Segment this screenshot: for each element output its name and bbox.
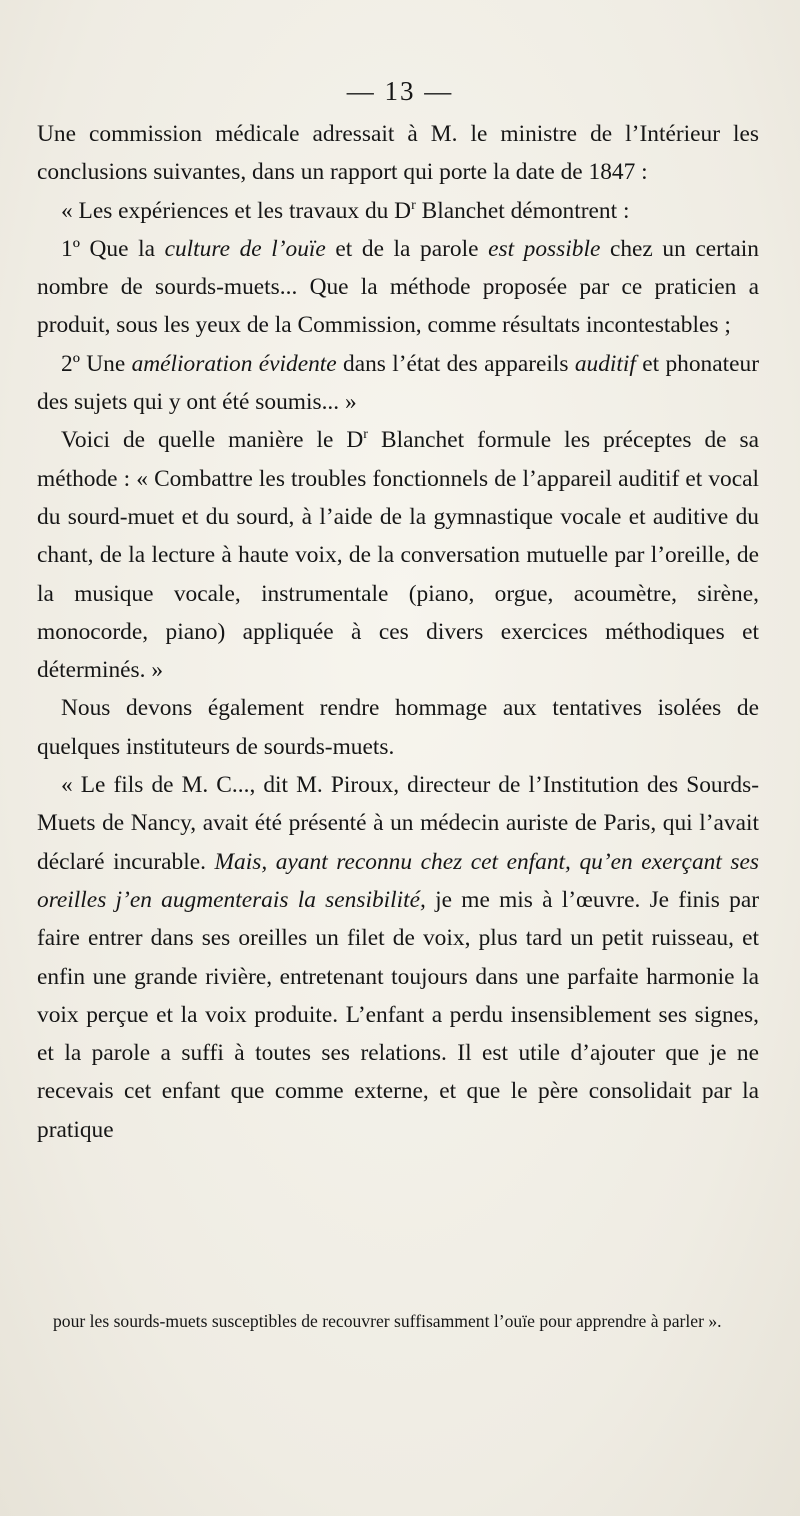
text-run: « Les expériences et les travaux du D [61, 197, 412, 224]
italic-run: Mais, ayant reconnu chez cet enfant, qu’en exerçant ses oreilles j’en augmenterais la sensibilité, [37, 848, 759, 913]
paragraph-1 [37, 115, 759, 192]
text-run: je me mis à l’œuvre. Je finis par faire entrer dans ses oreilles un filet de voix, plus tard un petit ruisseau, et enfin une grande rivière, entretenant toujours dans une parfaite harmonie la voix perçue et la voix produite. L’enfant a perdu insensiblement ses signes, et la parole a suffi à toutes ses relations. Il est utile d’ajouter que je ne recevais cet enfant que comme externe, et que le père consolidait par la pratique [37, 886, 759, 1143]
italic-run: auditif [574, 350, 636, 377]
paragraph-2 [37, 192, 759, 230]
paragraph-6 [37, 689, 759, 766]
text-run: Voici de quelle manière le D [61, 427, 364, 454]
text-run: chez un certain nombre de sourds-muets... Que la méthode proposée par ce praticien a produit, sous les yeux de la Commission, comme résultats incontestables ; [37, 235, 759, 339]
text-run: 2º Une [61, 350, 132, 377]
text-run: Blanchet formule les préceptes de sa méthode : « Combattre les troubles fonctionnels de l’appareil auditif et vocal du sourd-muet et du sourd, à l’aide de la gymnastique vocale et auditive du chant, de la lecture à haute voix, de la conversation mutuelle par l’oreille, de la musique vocale, instrumentale (piano, orgue, acoumètre, sirène, monocorde, piano) appliquée à ces divers exercices méthodiques et déterminés. » [37, 427, 759, 684]
footnote-text: pour les sourds-muets susceptibles de recouvrer suffisamment l’ouïe pour apprendre à parler ». [53, 1311, 722, 1331]
text-run: « Le fils de M. C..., dit M. Piroux, directeur de l’Institution des Sourds-Muets de Nancy, avait été présenté à un médecin auriste de Paris, qui l’avait déclaré incurable. [37, 772, 759, 875]
italic-run: amélioration évidente [131, 350, 337, 377]
page-number: — 13 — [346, 76, 454, 106]
text-run: Une commission médicale adressait à M. le ministre de l’Intérieur les conclusions suivantes, dans un rapport qui porte la date de 1847 : [37, 121, 759, 186]
paragraph-3 [37, 230, 759, 345]
italic-run: culture de l’ouïe [164, 235, 326, 262]
text-run: 1º Que la [61, 235, 165, 262]
body-text [37, 115, 759, 1149]
superscript-run: r [411, 196, 416, 213]
paragraph-4 [37, 345, 759, 422]
superscript-run: r [363, 426, 368, 443]
text-run: dans l’état des appareils [336, 350, 575, 377]
text-run: et phonateur des sujets qui y ont été soumis... » [37, 350, 759, 416]
footnote [53, 1309, 760, 1334]
text-run: Nous devons également rendre hommage aux tentatives isolées de quelques instituteurs de sourds-muets. [37, 695, 759, 760]
text-run: Blanchet démontrent : [415, 197, 630, 224]
paragraph-5 [37, 421, 759, 689]
italic-run: est possible [488, 235, 601, 262]
paragraph-7 [37, 766, 759, 1149]
text-run: et de la parole [325, 235, 489, 262]
